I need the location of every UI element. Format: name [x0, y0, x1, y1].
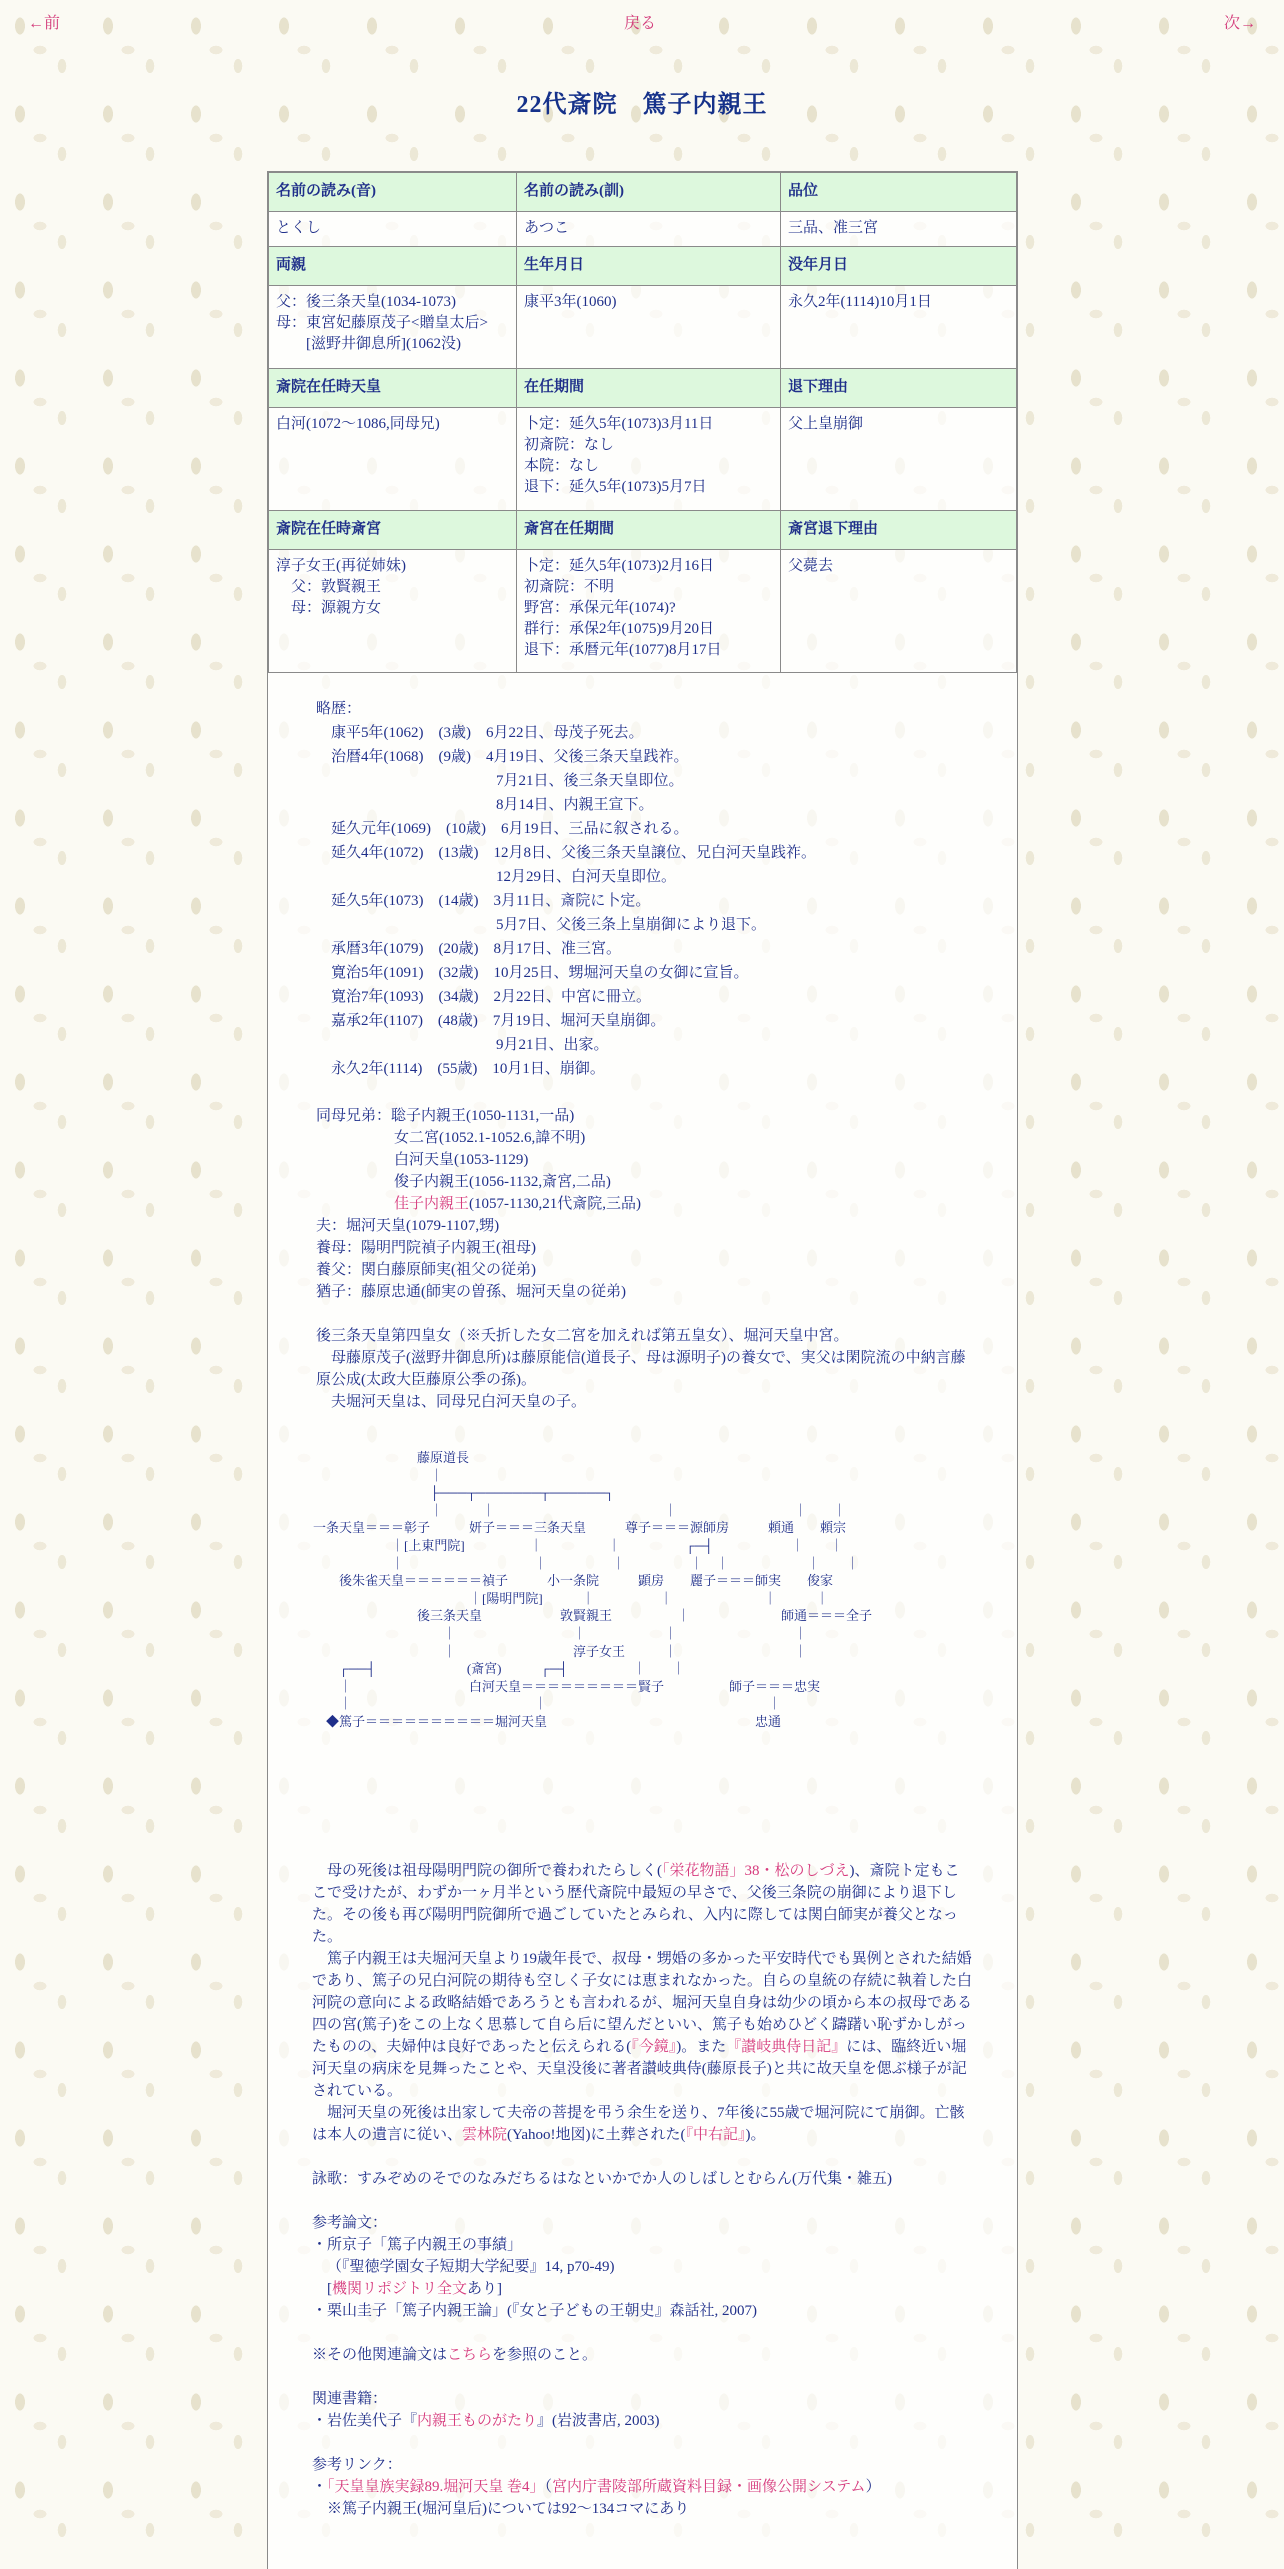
table-cell: 永久2年(1114)10月1日: [781, 286, 1017, 369]
relative-item: 猶子：藤原忠通(師実の曽孫、堀河天皇の従弟): [316, 1284, 626, 1300]
imakagami-link[interactable]: 『今鏡』: [631, 2039, 677, 2055]
tree-line: ｜: [313, 1467, 444, 1483]
biography-line: 9月21日、出家。: [316, 1037, 609, 1053]
content-box: [267, 171, 1018, 2569]
table-header: 斎宮退下理由: [781, 511, 1017, 550]
tree-line: ◆篤子＝＝＝＝＝＝＝＝＝＝堀河天皇 忠通: [313, 1713, 782, 1729]
biography-line: 12月29日、白河天皇即位。: [316, 869, 677, 885]
narrative-paragraph: 母の死後は祖母陽明門院の御所で養われたらしく(「栄花物語」38・松のしづえ)、斎院ト定もここで受けたが、わずか一ヶ月半という歴代斎院中最短の早さで、父後三条院の崩御により退下した。その後も再び陽明門院御所で過ごしていたとみられ、入内に際しては関白師実が養父となった。: [312, 1863, 960, 1945]
tree-line: ｜ 白河天皇＝＝＝＝＝＝＝＝＝賢子 師子＝＝＝忠実: [313, 1678, 821, 1694]
table-header: 名前の読み(訓): [516, 173, 780, 212]
reference-sub: [機関リポジトリ全文あり]: [327, 2281, 503, 2297]
table-row: [269, 511, 1017, 550]
biography-line: 延久5年(1073) (14歳) 3月11日、斎院に卜定。: [316, 893, 651, 909]
biography-line: 永久2年(1114) (55歳) 10月1日、崩御。: [316, 1061, 605, 1077]
biography-line: 寛治7年(1093) (34歳) 2月22日、中宮に冊立。: [316, 989, 651, 1005]
table-row: [269, 212, 1017, 247]
biography: [316, 697, 976, 1413]
reference-sub: （『聖徳学園女子短期大学紀要』14, p70-49): [327, 2259, 615, 2275]
narrative-paragraph: 堀河天皇の死後は出家して夫帝の菩提を弔う余生を送り、7年後に55歳で堀河院にて崩御。亡骸は本人の遺言に従い、雲林院(Yahoo!地図)に土葬された(『中右記』)。: [312, 2105, 965, 2143]
tree-line: ｜ ｜ ｜ ｜ ｜: [313, 1502, 847, 1518]
table-cell: 父薨去: [781, 550, 1017, 673]
books-heading: 関連書籍：: [312, 2391, 388, 2407]
intro-line: 夫堀河天皇は、同母兄白河天皇の子。: [316, 1394, 587, 1410]
table-row: [269, 550, 1017, 673]
table-header: 在任期間: [516, 369, 780, 408]
relative-item: 養父：関白藤原師実(祖父の従弟): [316, 1262, 536, 1278]
links-heading: 参考リンク：: [312, 2457, 402, 2473]
intro-line: 母藤原茂子(滋野井御息所)は藤原能信(道長子、母は源明子)の養女で、実父は閑院流の中納言藤原公成(太政大臣藤原公季の孫)。: [316, 1350, 966, 1388]
table-cell: 白河(1072～1086,同母兄): [269, 408, 517, 511]
table-cell: 康平3年(1060): [516, 286, 780, 369]
family-tree: [313, 1449, 873, 1829]
chuyuki-link[interactable]: 『中右記』: [685, 2127, 746, 2143]
link-note: ※篤子内親王(堀河皇后)については92～134コマにあり: [312, 2501, 690, 2517]
tree-line: ｜ ｜ ｜ ｜ ｜ ｜ ｜: [313, 1555, 860, 1571]
siblings-label: 同母兄弟：聡子内親王(1050-1131,一品): [316, 1108, 575, 1124]
eiga-link[interactable]: 「栄花物語」38・松のしづえ: [662, 1863, 850, 1879]
related-note: ※その他関連論文はこちらを参照のこと。: [312, 2347, 598, 2363]
table-cell: 淳子女王(再従姉妹) 父：敦賢親王 母：源親方女: [269, 550, 517, 673]
table-header: 斎院在任時斎宮: [269, 511, 517, 550]
biography-heading: 略歴：: [316, 701, 362, 717]
back-link[interactable]: 戻る: [624, 15, 657, 32]
shoryobu-link[interactable]: 宮内庁書陵部所蔵資料目録・画像公開システム: [552, 2479, 866, 2495]
reference-item: ・所京子「篤子内親王の事績」: [312, 2237, 523, 2253]
biography-line: 承暦3年(1079) (20歳) 8月17日、准三宮。: [316, 941, 621, 957]
reference-item: ・栗山圭子「篤子内親王論」(『女と子どもの王朝史』森話社, 2007): [312, 2303, 757, 2319]
next-link[interactable]: 次→: [1223, 15, 1256, 32]
relative-item: 養母：陽明門院禎子内親王(祖母): [316, 1240, 536, 1256]
table-row: [269, 247, 1017, 286]
table-cell: 卜定：延久5年(1073)3月11日 初斎院：なし 本院：なし 退下：延久5年(1073)5月7日: [516, 408, 780, 511]
table-header: 両親: [269, 247, 517, 286]
biography-line: 7月21日、後三条天皇即位。: [316, 773, 684, 789]
tree-line: ｜[陽明門院] ｜ ｜ ｜ ｜: [313, 1590, 829, 1606]
tree-line: 藤原道長: [313, 1450, 470, 1465]
relative-item: 夫：堀河天皇(1079-1107,甥): [316, 1218, 500, 1234]
table-header: 斎院在任時天皇: [269, 369, 517, 408]
sibling-link[interactable]: 佳子内親王: [394, 1196, 470, 1212]
biography-line: 延久4年(1072) (13歳) 12月8日、父後三条天皇譲位、兄白河天皇践祚。: [316, 845, 816, 861]
table-header: 退下理由: [781, 369, 1017, 408]
tree-line: ｜ 淳子女王 ｜ ｜: [313, 1643, 808, 1659]
sibling-item: 女二宮(1052.1-1052.6,諱不明): [394, 1130, 586, 1146]
table-row: [269, 173, 1017, 212]
table-cell: あつこ: [516, 212, 780, 247]
tree-line: 後三条天皇 敦賢親王 ｜ 師通＝＝＝全子: [313, 1608, 873, 1624]
biography-line: 5月7日、父後三条上皇崩御により退下。: [316, 917, 767, 933]
tree-line: 後朱雀天皇＝＝＝＝＝＝禎子 小一条院 顕房 麗子＝＝＝師実 俊家: [313, 1573, 834, 1589]
table-cell: 父：後三条天皇(1034-1073) 母：東宮妃藤原茂子<贈皇太后> [滋野井御息所](1062没): [269, 286, 517, 369]
link-item: ・「天皇皇族実録89.堀河天皇 巻4」（宮内庁書陵部所蔵資料目録・画像公開システム）: [312, 2479, 881, 2495]
tree-line: 一条天皇＝＝＝彰子 妍子＝＝＝三条天皇 尊子＝＝＝源師房 頼通 頼宗: [313, 1520, 847, 1536]
table-cell: とくし: [269, 212, 517, 247]
tree-line: ｜[上東門院] ｜ ｜ ┌─┤ ｜ ｜: [313, 1537, 844, 1553]
narrative: [312, 1860, 972, 2520]
table-header: 斎宮在任期間: [516, 511, 780, 550]
sanuki-diary-link[interactable]: 『讃岐典侍日記』: [726, 2039, 847, 2055]
tree-line: ｜ ｜ ｜ ｜: [313, 1625, 808, 1641]
biography-line: 嘉承2年(1107) (48歳) 7月19日、堀河天皇崩御。: [316, 1013, 666, 1029]
references-heading: 参考論文：: [312, 2215, 388, 2231]
tree-line: ┌──┤ (斎宮) ┌─┤ ｜ ｜: [313, 1661, 686, 1677]
sibling-item: 白河天皇(1053-1129): [394, 1152, 529, 1168]
family-section: [316, 1105, 976, 1303]
tree-line: ├───┬───────┬──────┐: [313, 1485, 615, 1501]
table-row: [269, 408, 1017, 511]
table-header: 品位: [781, 173, 1017, 212]
table-cell: 卜定：延久5年(1073)2月16日 初斎院：不明 野宮：承保元年(1074)? 群行：承保2年(1075)9月20日 退下：承暦元年(1077)8月17日: [516, 550, 780, 673]
biography-line: 延久元年(1069) (10歳) 6月19日、三品に叙される。: [316, 821, 689, 837]
poem: 詠歌：すみぞめのそでのなみだちるはなといかでか人のしばしとむらん(万代集・雑五): [312, 2171, 892, 2187]
sibling-item: 俊子内親王(1056-1132,斎宮,二品): [394, 1174, 611, 1190]
table-header: 没年月日: [781, 247, 1017, 286]
table-row: [269, 369, 1017, 408]
table-header: 名前の読み(音): [269, 173, 517, 212]
book-link[interactable]: 内親王ものがたり: [417, 2413, 538, 2429]
biography-line: 治暦4年(1068) (9歳) 4月19日、父後三条天皇践祚。: [316, 749, 689, 765]
biography-list: [316, 721, 976, 1081]
biography-line: 康平5年(1062) (3歳) 6月22日、母茂子死去。: [316, 725, 644, 741]
table-header: 生年月日: [516, 247, 780, 286]
unrinin-link[interactable]: 雲林院: [462, 2127, 508, 2143]
info-table: [268, 172, 1017, 673]
table-cell: 三品、准三宮: [781, 212, 1017, 247]
related-papers-link[interactable]: こちら: [447, 2347, 493, 2363]
prev-link[interactable]: ←前: [28, 15, 61, 32]
repository-link[interactable]: 機関リポジトリ全文: [332, 2281, 468, 2297]
sibling-item: 佳子内親王(1057-1130,21代斎院,三品): [394, 1196, 641, 1212]
jitsuroku-link[interactable]: 「天皇皇族実録89.堀河天皇 巻4」: [327, 2479, 545, 2495]
tree-line: ｜ ｜ ｜: [313, 1696, 782, 1712]
biography-line: 8月14日、内親王宣下。: [316, 797, 654, 813]
intro-section: [316, 1325, 976, 1413]
narrative-paragraph: 篤子内親王は夫堀河天皇より19歳年長で、叔母・甥婚の多かった平安時代でも異例とされた結婚であり、篤子の兄白河院の期待も空しく子女には恵まれなかった。自らの皇統の存続に執着した白河院の意向による政略結婚であろうとも言われるが、堀河天皇自身は幼少の頃から本の叔母である四の宮(篤子)をこの上なく思慕して自ら后に望んだといい、篤子も始めひどく躊躇い恥ずかしがったものの、夫婦仲は良好であったと伝えられる(『今鏡』)。また『讃岐典侍日記』には、臨終近い堀河天皇の病床を見舞ったことや、天皇没後に著者讃岐典侍(藤原長子)と共に故天皇を偲ぶ様子が記されている。: [312, 1951, 973, 2099]
intro-line: 後三条天皇第四皇女（※夭折した女二宮を加えれば第五皇女）、堀河天皇中宮。: [316, 1328, 849, 1344]
biography-line: 寛治5年(1091) (32歳) 10月25日、甥堀河天皇の女御に宣旨。: [316, 965, 749, 981]
table-cell: 父上皇崩御: [781, 408, 1017, 511]
table-row: [269, 286, 1017, 369]
page-title: 22代斎院 篤子内親王: [516, 92, 768, 118]
book-item: ・岩佐美代子『内親王ものがたり』(岩波書店, 2003): [312, 2413, 660, 2429]
